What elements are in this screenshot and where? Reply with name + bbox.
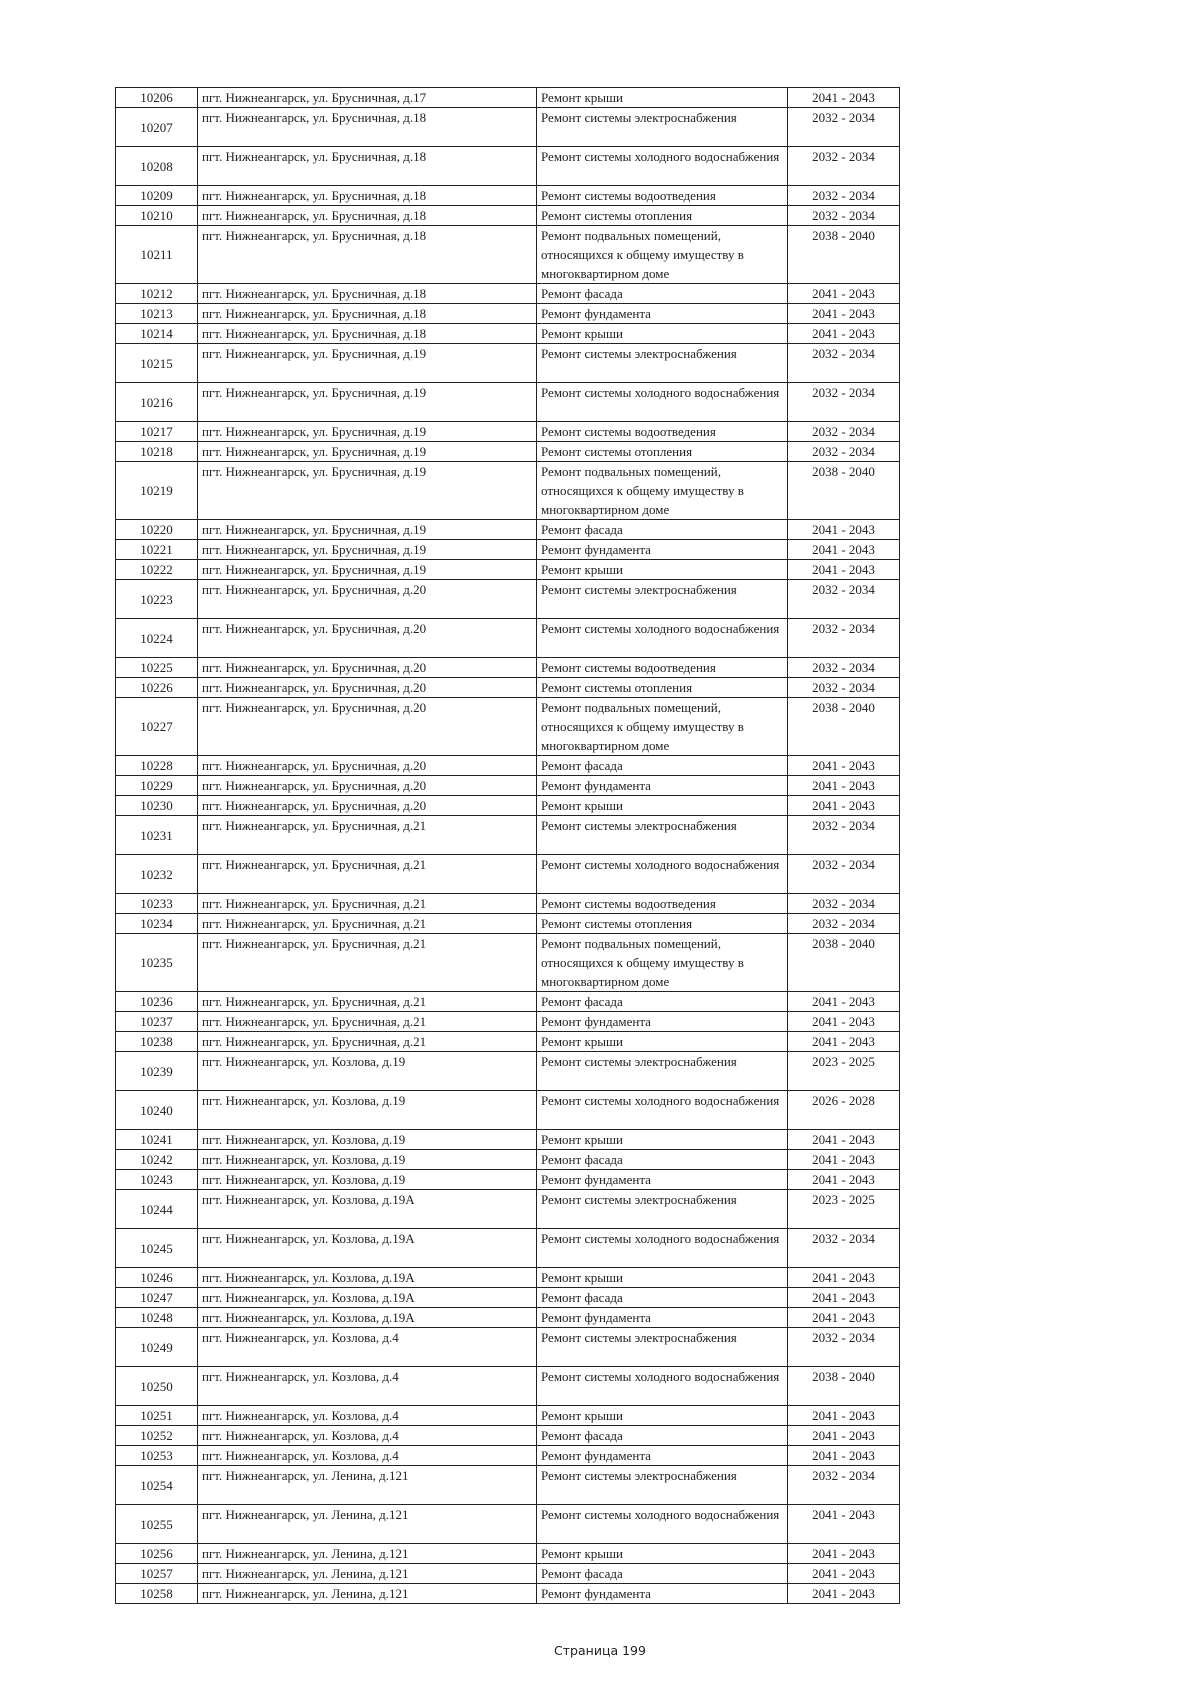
period-cell: 2041 - 2043 xyxy=(788,304,900,324)
table-row xyxy=(116,186,900,206)
row-number: 10256 xyxy=(116,1544,198,1564)
table-row xyxy=(116,462,900,520)
period-cell: 2041 - 2043 xyxy=(788,1032,900,1052)
table-row xyxy=(116,560,900,580)
period-cell: 2032 - 2034 xyxy=(788,678,900,698)
row-number: 10240 xyxy=(116,1091,198,1130)
table-row xyxy=(116,1564,900,1584)
table-row xyxy=(116,678,900,698)
table-row xyxy=(116,442,900,462)
work-type-cell: Ремонт фундамента xyxy=(537,776,788,796)
row-number: 10224 xyxy=(116,619,198,658)
work-type-cell: Ремонт системы холодного водоснабжения xyxy=(537,1367,788,1406)
period-cell: 2041 - 2043 xyxy=(788,1170,900,1190)
row-number: 10219 xyxy=(116,462,198,520)
work-type-cell: Ремонт системы холодного водоснабжения xyxy=(537,147,788,186)
table-row xyxy=(116,1505,900,1544)
page-number: Страница 199 xyxy=(554,1643,646,1658)
row-number: 10251 xyxy=(116,1406,198,1426)
row-number: 10246 xyxy=(116,1268,198,1288)
row-number: 10221 xyxy=(116,540,198,560)
address-cell: пгт. Нижнеангарск, ул. Брусничная, д.19 xyxy=(198,422,537,442)
period-cell: 2026 - 2028 xyxy=(788,1091,900,1130)
work-type-cell: Ремонт фундамента xyxy=(537,540,788,560)
row-number: 10207 xyxy=(116,108,198,147)
work-type-cell: Ремонт системы водоотведения xyxy=(537,422,788,442)
row-number: 10250 xyxy=(116,1367,198,1406)
period-cell: 2041 - 2043 xyxy=(788,1544,900,1564)
work-type-cell: Ремонт фасада xyxy=(537,756,788,776)
address-cell: пгт. Нижнеангарск, ул. Брусничная, д.19 xyxy=(198,540,537,560)
work-type-cell: Ремонт системы отопления xyxy=(537,678,788,698)
address-cell: пгт. Нижнеангарск, ул. Брусничная, д.21 xyxy=(198,855,537,894)
work-type-cell: Ремонт фасада xyxy=(537,284,788,304)
table-row xyxy=(116,756,900,776)
table-row xyxy=(116,1091,900,1130)
address-cell: пгт. Нижнеангарск, ул. Козлова, д.4 xyxy=(198,1426,537,1446)
period-cell: 2032 - 2034 xyxy=(788,580,900,619)
table-row xyxy=(116,206,900,226)
address-cell: пгт. Нижнеангарск, ул. Козлова, д.19 xyxy=(198,1091,537,1130)
period-cell: 2032 - 2034 xyxy=(788,914,900,934)
work-type-cell: Ремонт системы электроснабжения xyxy=(537,344,788,383)
row-number: 10222 xyxy=(116,560,198,580)
period-cell: 2032 - 2034 xyxy=(788,108,900,147)
address-cell: пгт. Нижнеангарск, ул. Ленина, д.121 xyxy=(198,1544,537,1564)
work-type-cell: Ремонт системы электроснабжения xyxy=(537,816,788,855)
row-number: 10244 xyxy=(116,1190,198,1229)
work-type-cell: Ремонт системы холодного водоснабжения xyxy=(537,855,788,894)
row-number: 10258 xyxy=(116,1584,198,1604)
address-cell: пгт. Нижнеангарск, ул. Брусничная, д.21 xyxy=(198,992,537,1012)
period-cell: 2041 - 2043 xyxy=(788,776,900,796)
address-cell: пгт. Нижнеангарск, ул. Брусничная, д.20 xyxy=(198,796,537,816)
address-cell: пгт. Нижнеангарск, ул. Брусничная, д.18 xyxy=(198,108,537,147)
period-cell: 2032 - 2034 xyxy=(788,894,900,914)
period-cell: 2041 - 2043 xyxy=(788,1012,900,1032)
period-cell: 2032 - 2034 xyxy=(788,383,900,422)
period-cell: 2032 - 2034 xyxy=(788,1328,900,1367)
period-cell: 2041 - 2043 xyxy=(788,756,900,776)
period-cell: 2041 - 2043 xyxy=(788,324,900,344)
work-type-cell: Ремонт фасада xyxy=(537,1150,788,1170)
work-type-cell: Ремонт системы электроснабжения xyxy=(537,108,788,147)
row-number: 10206 xyxy=(116,88,198,108)
period-cell: 2032 - 2034 xyxy=(788,186,900,206)
table-row xyxy=(116,1150,900,1170)
work-type-cell: Ремонт крыши xyxy=(537,796,788,816)
address-cell: пгт. Нижнеангарск, ул. Ленина, д.121 xyxy=(198,1584,537,1604)
period-cell: 2041 - 2043 xyxy=(788,1446,900,1466)
table-row xyxy=(116,1328,900,1367)
repair-schedule-table xyxy=(115,87,900,1604)
period-cell: 2032 - 2034 xyxy=(788,344,900,383)
address-cell: пгт. Нижнеангарск, ул. Козлова, д.19А xyxy=(198,1308,537,1328)
table-row xyxy=(116,1032,900,1052)
period-cell: 2041 - 2043 xyxy=(788,520,900,540)
table-row xyxy=(116,816,900,855)
period-cell: 2041 - 2043 xyxy=(788,560,900,580)
period-cell: 2041 - 2043 xyxy=(788,1505,900,1544)
row-number: 10249 xyxy=(116,1328,198,1367)
address-cell: пгт. Нижнеангарск, ул. Брусничная, д.19 xyxy=(198,520,537,540)
work-type-cell: Ремонт фундамента xyxy=(537,1446,788,1466)
table-row xyxy=(116,894,900,914)
work-type-cell: Ремонт фундамента xyxy=(537,304,788,324)
table-row xyxy=(116,934,900,992)
address-cell: пгт. Нижнеангарск, ул. Брусничная, д.19 xyxy=(198,560,537,580)
table-row xyxy=(116,1190,900,1229)
row-number: 10241 xyxy=(116,1130,198,1150)
period-cell: 2038 - 2040 xyxy=(788,698,900,756)
address-cell: пгт. Нижнеангарск, ул. Козлова, д.4 xyxy=(198,1406,537,1426)
period-cell: 2032 - 2034 xyxy=(788,855,900,894)
table-row xyxy=(116,1288,900,1308)
table-row xyxy=(116,796,900,816)
table-row xyxy=(116,88,900,108)
row-number: 10233 xyxy=(116,894,198,914)
address-cell: пгт. Нижнеангарск, ул. Брусничная, д.18 xyxy=(198,226,537,284)
work-type-cell: Ремонт системы электроснабжения xyxy=(537,1052,788,1091)
period-cell: 2041 - 2043 xyxy=(788,1288,900,1308)
address-cell: пгт. Нижнеангарск, ул. Ленина, д.121 xyxy=(198,1466,537,1505)
table-row xyxy=(116,1446,900,1466)
work-type-cell: Ремонт системы электроснабжения xyxy=(537,580,788,619)
table-row xyxy=(116,1584,900,1604)
period-cell: 2023 - 2025 xyxy=(788,1190,900,1229)
row-number: 10254 xyxy=(116,1466,198,1505)
period-cell: 2041 - 2043 xyxy=(788,1130,900,1150)
row-number: 10214 xyxy=(116,324,198,344)
work-type-cell: Ремонт крыши xyxy=(537,1406,788,1426)
row-number: 10235 xyxy=(116,934,198,992)
address-cell: пгт. Нижнеангарск, ул. Козлова, д.4 xyxy=(198,1367,537,1406)
period-cell: 2032 - 2034 xyxy=(788,422,900,442)
work-type-cell: Ремонт фасада xyxy=(537,1288,788,1308)
address-cell: пгт. Нижнеангарск, ул. Козлова, д.19А xyxy=(198,1190,537,1229)
period-cell: 2038 - 2040 xyxy=(788,934,900,992)
row-number: 10239 xyxy=(116,1052,198,1091)
period-cell: 2041 - 2043 xyxy=(788,1406,900,1426)
work-type-cell: Ремонт системы электроснабжения xyxy=(537,1466,788,1505)
table-row xyxy=(116,304,900,324)
work-type-cell: Ремонт системы водоотведения xyxy=(537,186,788,206)
work-type-cell: Ремонт системы отопления xyxy=(537,206,788,226)
table-row xyxy=(116,1130,900,1150)
work-type-cell: Ремонт системы холодного водоснабжения xyxy=(537,619,788,658)
address-cell: пгт. Нижнеангарск, ул. Брусничная, д.21 xyxy=(198,816,537,855)
work-type-cell: Ремонт фундамента xyxy=(537,1170,788,1190)
address-cell: пгт. Нижнеангарск, ул. Козлова, д.19 xyxy=(198,1150,537,1170)
address-cell: пгт. Нижнеангарск, ул. Брусничная, д.20 xyxy=(198,698,537,756)
work-type-cell: Ремонт системы водоотведения xyxy=(537,658,788,678)
table-row xyxy=(116,992,900,1012)
row-number: 10253 xyxy=(116,1446,198,1466)
row-number: 10243 xyxy=(116,1170,198,1190)
table-row xyxy=(116,147,900,186)
period-cell: 2032 - 2034 xyxy=(788,658,900,678)
address-cell: пгт. Нижнеангарск, ул. Брусничная, д.21 xyxy=(198,934,537,992)
work-type-cell: Ремонт подвальных помещений, относящихся к общему имуществу в многоквартирном доме xyxy=(537,462,788,520)
period-cell: 2032 - 2034 xyxy=(788,147,900,186)
row-number: 10210 xyxy=(116,206,198,226)
work-type-cell: Ремонт системы холодного водоснабжения xyxy=(537,1091,788,1130)
table-row xyxy=(116,284,900,304)
period-cell: 2038 - 2040 xyxy=(788,226,900,284)
period-cell: 2041 - 2043 xyxy=(788,88,900,108)
table-row xyxy=(116,383,900,422)
row-number: 10220 xyxy=(116,520,198,540)
row-number: 10237 xyxy=(116,1012,198,1032)
address-cell: пгт. Нижнеангарск, ул. Брусничная, д.18 xyxy=(198,304,537,324)
period-cell: 2041 - 2043 xyxy=(788,1150,900,1170)
row-number: 10215 xyxy=(116,344,198,383)
address-cell: пгт. Нижнеангарск, ул. Брусничная, д.17 xyxy=(198,88,537,108)
table-row xyxy=(116,1426,900,1446)
row-number: 10257 xyxy=(116,1564,198,1584)
work-type-cell: Ремонт системы холодного водоснабжения xyxy=(537,1505,788,1544)
period-cell: 2032 - 2034 xyxy=(788,1229,900,1268)
address-cell: пгт. Нижнеангарск, ул. Брусничная, д.18 xyxy=(198,284,537,304)
period-cell: 2041 - 2043 xyxy=(788,1308,900,1328)
address-cell: пгт. Нижнеангарск, ул. Брусничная, д.21 xyxy=(198,914,537,934)
row-number: 10228 xyxy=(116,756,198,776)
row-number: 10211 xyxy=(116,226,198,284)
table-row xyxy=(116,580,900,619)
row-number: 10208 xyxy=(116,147,198,186)
work-type-cell: Ремонт крыши xyxy=(537,1544,788,1564)
row-number: 10223 xyxy=(116,580,198,619)
period-cell: 2032 - 2034 xyxy=(788,1466,900,1505)
address-cell: пгт. Нижнеангарск, ул. Козлова, д.4 xyxy=(198,1328,537,1367)
period-cell: 2032 - 2034 xyxy=(788,206,900,226)
work-type-cell: Ремонт подвальных помещений, относящихся к общему имуществу в многоквартирном доме xyxy=(537,226,788,284)
table-row xyxy=(116,1170,900,1190)
period-cell: 2032 - 2034 xyxy=(788,816,900,855)
period-cell: 2038 - 2040 xyxy=(788,1367,900,1406)
table-row xyxy=(116,1308,900,1328)
period-cell: 2041 - 2043 xyxy=(788,284,900,304)
table-row xyxy=(116,1367,900,1406)
row-number: 10218 xyxy=(116,442,198,462)
row-number: 10229 xyxy=(116,776,198,796)
row-number: 10242 xyxy=(116,1150,198,1170)
address-cell: пгт. Нижнеангарск, ул. Козлова, д.19А xyxy=(198,1268,537,1288)
address-cell: пгт. Нижнеангарск, ул. Брусничная, д.19 xyxy=(198,383,537,422)
table-row xyxy=(116,108,900,147)
address-cell: пгт. Нижнеангарск, ул. Козлова, д.19А xyxy=(198,1288,537,1308)
period-cell: 2032 - 2034 xyxy=(788,619,900,658)
work-type-cell: Ремонт фундамента xyxy=(537,1012,788,1032)
table-row xyxy=(116,1229,900,1268)
table-row xyxy=(116,1466,900,1505)
address-cell: пгт. Нижнеангарск, ул. Брусничная, д.18 xyxy=(198,206,537,226)
table-row xyxy=(116,226,900,284)
address-cell: пгт. Нижнеангарск, ул. Брусничная, д.19 xyxy=(198,462,537,520)
address-cell: пгт. Нижнеангарск, ул. Брусничная, д.20 xyxy=(198,756,537,776)
period-cell: 2041 - 2043 xyxy=(788,540,900,560)
address-cell: пгт. Нижнеангарск, ул. Брусничная, д.18 xyxy=(198,324,537,344)
work-type-cell: Ремонт крыши xyxy=(537,1032,788,1052)
row-number: 10234 xyxy=(116,914,198,934)
work-type-cell: Ремонт подвальных помещений, относящихся к общему имуществу в многоквартирном доме xyxy=(537,698,788,756)
row-number: 10236 xyxy=(116,992,198,1012)
work-type-cell: Ремонт фасада xyxy=(537,1426,788,1446)
table-row xyxy=(116,1406,900,1426)
work-type-cell: Ремонт крыши xyxy=(537,560,788,580)
table-row xyxy=(116,698,900,756)
table-row xyxy=(116,422,900,442)
work-type-cell: Ремонт системы водоотведения xyxy=(537,894,788,914)
row-number: 10238 xyxy=(116,1032,198,1052)
row-number: 10227 xyxy=(116,698,198,756)
address-cell: пгт. Нижнеангарск, ул. Козлова, д.19 xyxy=(198,1170,537,1190)
table-row xyxy=(116,520,900,540)
table-row xyxy=(116,776,900,796)
address-cell: пгт. Нижнеангарск, ул. Брусничная, д.19 xyxy=(198,442,537,462)
table-row xyxy=(116,658,900,678)
work-type-cell: Ремонт фасада xyxy=(537,520,788,540)
work-type-cell: Ремонт фундамента xyxy=(537,1308,788,1328)
row-number: 10230 xyxy=(116,796,198,816)
address-cell: пгт. Нижнеангарск, ул. Ленина, д.121 xyxy=(198,1505,537,1544)
period-cell: 2041 - 2043 xyxy=(788,992,900,1012)
work-type-cell: Ремонт системы холодного водоснабжения xyxy=(537,1229,788,1268)
work-type-cell: Ремонт фундамента xyxy=(537,1584,788,1604)
table-row xyxy=(116,914,900,934)
work-type-cell: Ремонт крыши xyxy=(537,88,788,108)
row-number: 10212 xyxy=(116,284,198,304)
table-row xyxy=(116,344,900,383)
work-type-cell: Ремонт фасада xyxy=(537,1564,788,1584)
table-row xyxy=(116,1268,900,1288)
period-cell: 2041 - 2043 xyxy=(788,1426,900,1446)
address-cell: пгт. Нижнеангарск, ул. Брусничная, д.18 xyxy=(198,186,537,206)
row-number: 10225 xyxy=(116,658,198,678)
address-cell: пгт. Нижнеангарск, ул. Брусничная, д.20 xyxy=(198,658,537,678)
period-cell: 2032 - 2034 xyxy=(788,442,900,462)
work-type-cell: Ремонт подвальных помещений, относящихся к общему имуществу в многоквартирном доме xyxy=(537,934,788,992)
period-cell: 2041 - 2043 xyxy=(788,1268,900,1288)
table-row xyxy=(116,619,900,658)
row-number: 10248 xyxy=(116,1308,198,1328)
row-number: 10216 xyxy=(116,383,198,422)
period-cell: 2041 - 2043 xyxy=(788,796,900,816)
row-number: 10217 xyxy=(116,422,198,442)
address-cell: пгт. Нижнеангарск, ул. Брусничная, д.20 xyxy=(198,776,537,796)
address-cell: пгт. Нижнеангарск, ул. Козлова, д.19А xyxy=(198,1229,537,1268)
table-row xyxy=(116,1012,900,1032)
row-number: 10213 xyxy=(116,304,198,324)
work-type-cell: Ремонт системы холодного водоснабжения xyxy=(537,383,788,422)
table-row xyxy=(116,1052,900,1091)
work-type-cell: Ремонт системы электроснабжения xyxy=(537,1190,788,1229)
row-number: 10255 xyxy=(116,1505,198,1544)
work-type-cell: Ремонт системы отопления xyxy=(537,914,788,934)
work-type-cell: Ремонт крыши xyxy=(537,1130,788,1150)
table-row xyxy=(116,1544,900,1564)
address-cell: пгт. Нижнеангарск, ул. Брусничная, д.20 xyxy=(198,619,537,658)
work-type-cell: Ремонт системы электроснабжения xyxy=(537,1328,788,1367)
row-number: 10231 xyxy=(116,816,198,855)
work-type-cell: Ремонт фасада xyxy=(537,992,788,1012)
period-cell: 2038 - 2040 xyxy=(788,462,900,520)
work-type-cell: Ремонт крыши xyxy=(537,324,788,344)
address-cell: пгт. Нижнеангарск, ул. Козлова, д.19 xyxy=(198,1130,537,1150)
work-type-cell: Ремонт крыши xyxy=(537,1268,788,1288)
address-cell: пгт. Нижнеангарск, ул. Брусничная, д.19 xyxy=(198,344,537,383)
row-number: 10226 xyxy=(116,678,198,698)
row-number: 10247 xyxy=(116,1288,198,1308)
address-cell: пгт. Нижнеангарск, ул. Брусничная, д.21 xyxy=(198,1012,537,1032)
table-row xyxy=(116,540,900,560)
row-number: 10245 xyxy=(116,1229,198,1268)
row-number: 10209 xyxy=(116,186,198,206)
address-cell: пгт. Нижнеангарск, ул. Брусничная, д.21 xyxy=(198,894,537,914)
table-row xyxy=(116,324,900,344)
row-number: 10252 xyxy=(116,1426,198,1446)
period-cell: 2041 - 2043 xyxy=(788,1584,900,1604)
period-cell: 2041 - 2043 xyxy=(788,1564,900,1584)
row-number: 10232 xyxy=(116,855,198,894)
address-cell: пгт. Нижнеангарск, ул. Брусничная, д.18 xyxy=(198,147,537,186)
address-cell: пгт. Нижнеангарск, ул. Ленина, д.121 xyxy=(198,1564,537,1584)
table-row xyxy=(116,855,900,894)
address-cell: пгт. Нижнеангарск, ул. Брусничная, д.20 xyxy=(198,678,537,698)
table-body xyxy=(116,88,900,1604)
address-cell: пгт. Нижнеангарск, ул. Козлова, д.19 xyxy=(198,1052,537,1091)
address-cell: пгт. Нижнеангарск, ул. Козлова, д.4 xyxy=(198,1446,537,1466)
address-cell: пгт. Нижнеангарск, ул. Брусничная, д.21 xyxy=(198,1032,537,1052)
period-cell: 2023 - 2025 xyxy=(788,1052,900,1091)
work-type-cell: Ремонт системы отопления xyxy=(537,442,788,462)
address-cell: пгт. Нижнеангарск, ул. Брусничная, д.20 xyxy=(198,580,537,619)
